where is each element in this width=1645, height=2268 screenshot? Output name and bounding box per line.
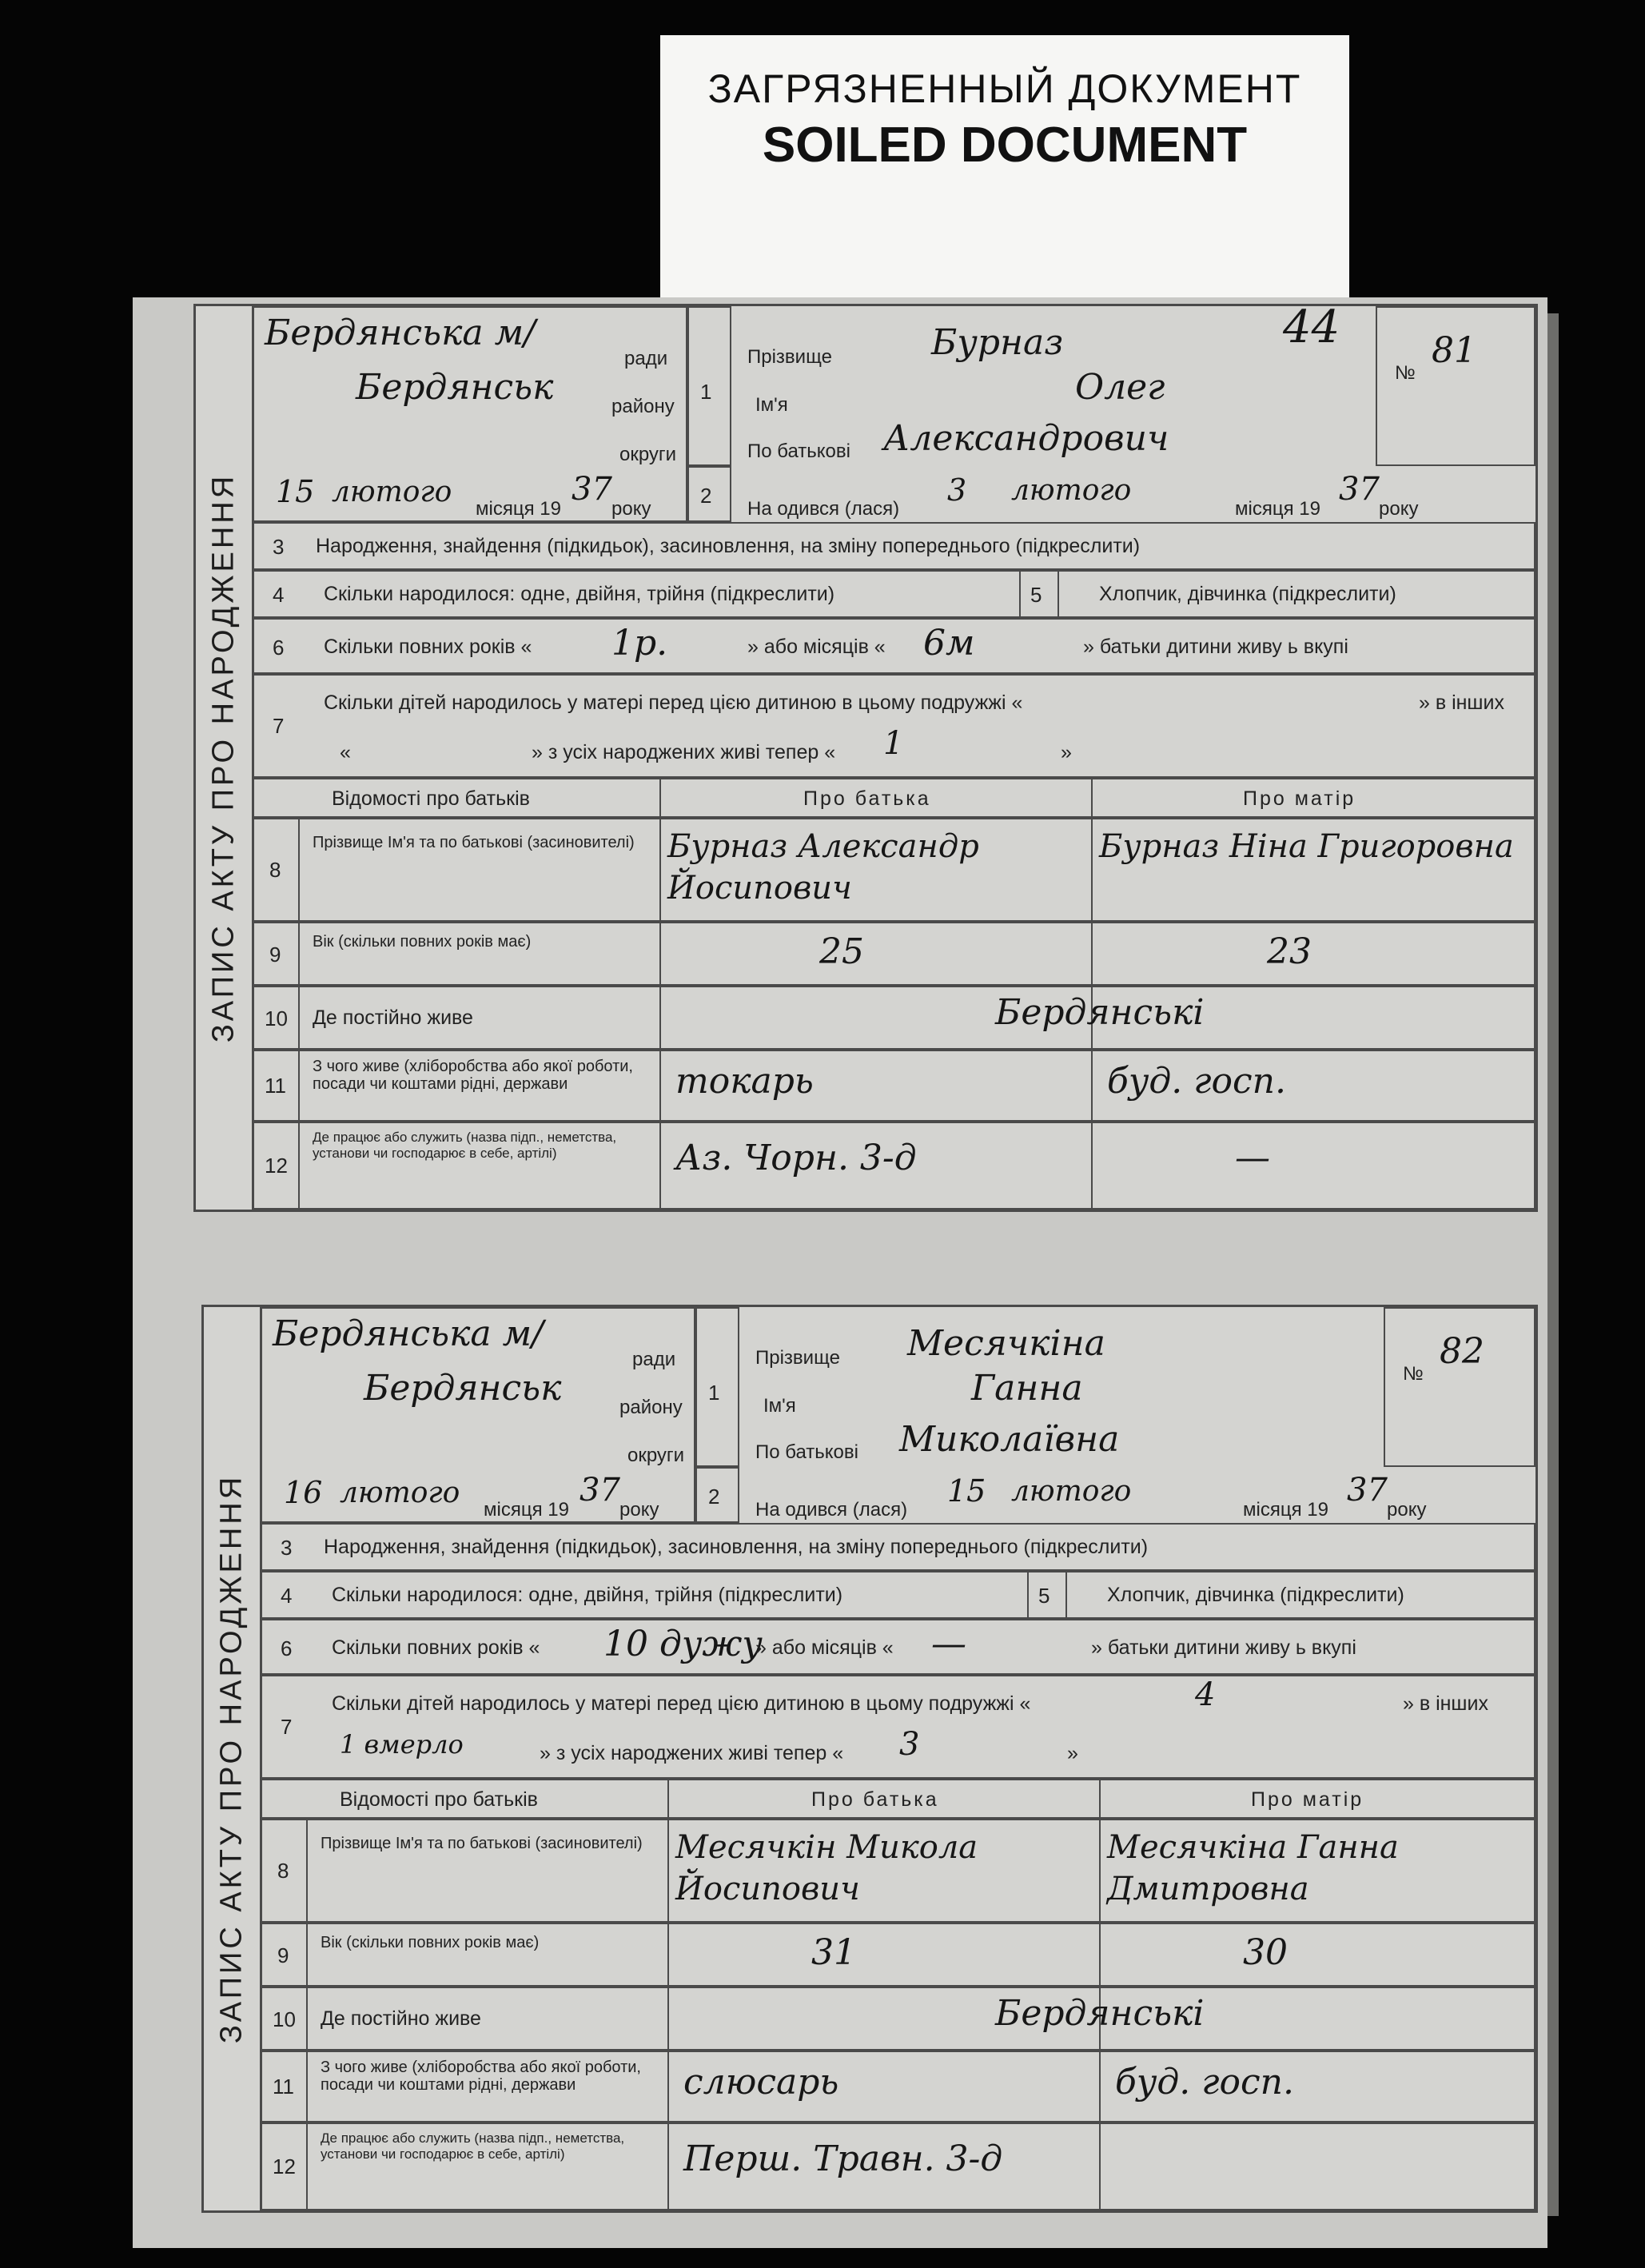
- sheet-edge: [1547, 313, 1559, 2216]
- reg-day: 15: [276, 474, 315, 509]
- soiled-document-stamp: [660, 35, 1349, 299]
- reg-year-label: року: [619, 1499, 659, 1521]
- side-title-text: ЗАПИС АКТУ ПРО НАРОДЖЕННЯ: [206, 472, 241, 1043]
- stamp-text-en: SOILED DOCUMENT: [762, 118, 1248, 173]
- row-1-num: 1: [687, 306, 731, 466]
- record-no-label: №: [1403, 1363, 1424, 1385]
- record-side-title: [196, 306, 254, 1210]
- mother-occupation: буд. госп.: [1115, 2062, 1294, 2103]
- father-occupation: токарь: [675, 1061, 814, 1102]
- mother-header: Про матір: [1251, 1788, 1364, 1811]
- mother-age: 30: [1243, 1932, 1288, 1973]
- birth-record-82: ЗАПИС АКТУ ПРО НАРОДЖЕННЯ Бердянська м/ ради Бердянськ району округи 16 лютого місяця 19 37 року 1 2 Прізвище Месячкіна Ім'я Ганна По батькові Миколаївна № 82 На одився (лася) 15 лютого місяця 19 37 року 3 Народження, знайдення (підкидьок), засиновлення, на зміну попереднього (підкреслити) 4 Скільки народилося: одне, двійня, трійня (підкреслити) 5 Хлопчик, дівчинка (підкреслити) 6 Скільки повних років « 10 дужу » або місяців « — » батьки дитини живу ь вкупі 7 Скільки дітей народилось у матері перед цією дитиною в цьому подружжі « 4 » в інших 1 вмерло » з усіх народжених живі тепер « 3 » Відомості про батьків Про батька Про матір 8 Прізвище Ім'я та по батькові (засиновителі) Месячкін Микола Йосипович Месячкіна Ганна Дмитровна 9 Вік (скільки повних років має) 31 30 10 Де постійно живе Бердянські 11 З чого живе (хліборобства або якої роботи, посади чи коштами рідні, держави слюсарь буд. госп. 12 Де працює або служить (назва підп., неметства, установи чи господарює в себе, артілі) Перш. Травн. 3-д: [201, 1305, 1538, 2213]
- row-9: [252, 922, 1535, 986]
- record-number: 81: [1432, 330, 1476, 371]
- birth-label: На одився (лася): [755, 1499, 908, 1521]
- reg-year-label: року: [611, 498, 651, 520]
- father-name: Месячкін Микола Йосипович: [675, 1829, 978, 1907]
- child-name: Олег: [1075, 367, 1165, 408]
- children-alive: 1: [883, 725, 904, 762]
- reg-day: 16: [284, 1475, 323, 1510]
- birth-month-label: місяця 19: [1235, 498, 1320, 520]
- mother-header: Про матір: [1243, 787, 1356, 810]
- row-6-text-a: Скільки повних років «: [332, 1636, 540, 1659]
- rayonu-handwritten: Бердянськ: [356, 367, 554, 408]
- row-6-text-c: » батьки дитини живу ь вкупі: [1083, 636, 1348, 658]
- side-title-text: ЗАПИС АКТУ ПРО НАРОДЖЕННЯ: [214, 1473, 249, 2044]
- row-5-num: 5: [1019, 570, 1059, 618]
- row-3-text: Народження, знайдення (підкидьок), засиновлення, на зміну попереднього (підкреслити): [324, 1536, 1149, 1558]
- father-header: Про батька: [803, 787, 931, 810]
- surname-label: Прізвище: [755, 1347, 840, 1369]
- rayonu-label: району: [619, 1397, 683, 1418]
- patronymic-label: По батькові: [755, 1441, 858, 1463]
- months-together: 6м: [923, 623, 975, 664]
- rada-handwritten: Бердянська м/: [265, 313, 536, 353]
- row-6-text-b: » або місяців «: [747, 636, 886, 658]
- birth-month: лютого: [1011, 1475, 1132, 1508]
- birth-year-label: року: [1387, 1499, 1427, 1521]
- row-9-text: Вік (скільки повних років має): [313, 933, 532, 951]
- parents-header: Відомості про батьків: [332, 787, 530, 810]
- father-work: Аз. Чорн. 3-д: [675, 1138, 917, 1178]
- mother-name: Бурназ Ніна Григоровна: [1099, 828, 1514, 865]
- rayonu-label: району: [611, 396, 675, 417]
- row-7-text-c: «: [340, 741, 351, 763]
- row-6-text-a: Скільки повних років «: [324, 636, 532, 658]
- row-7-text-d: » з усіх народжених живі тепер «: [532, 741, 836, 763]
- rayonu-handwritten: Бердянськ: [364, 1368, 562, 1409]
- row-7-text-d: » з усіх народжених живі тепер «: [540, 1742, 844, 1764]
- father-header: Про батька: [811, 1788, 939, 1811]
- name-label: Ім'я: [755, 394, 788, 416]
- row-4-text: Скільки народилося: одне, двійня, трійня (підкреслити): [324, 583, 835, 605]
- row-7-text-e: »: [1067, 1742, 1078, 1764]
- row-10-text: Де постійно живе: [313, 1006, 473, 1029]
- row-5-num: 5: [1027, 1571, 1067, 1619]
- mother-age: 23: [1267, 931, 1312, 972]
- row-7-text-b: » в інших: [1419, 692, 1504, 714]
- row-6-text-c: » батьки дитини живу ь вкупі: [1091, 1636, 1356, 1659]
- row-8-text: Прізвище Ім'я та по батькові (засиновителі): [321, 1835, 643, 1852]
- father-age: 25: [819, 931, 864, 972]
- row-11-text: З чого живе (хліборобства або якої роботи, посади чи коштами рідні, держави: [321, 2059, 641, 2094]
- row-2-num: 2: [695, 1467, 739, 1523]
- surname-label: Прізвище: [747, 346, 832, 368]
- row-2-num: 2: [687, 466, 731, 522]
- record-side-title: [204, 1307, 262, 2210]
- birth-month-label: місяця 19: [1243, 1499, 1328, 1521]
- reg-month: лютого: [332, 476, 452, 508]
- row-7-text-b: » в інших: [1403, 1692, 1488, 1715]
- rada-handwritten: Бердянська м/: [273, 1313, 544, 1354]
- register-sheet: [133, 297, 1547, 2248]
- rada-label: ради: [632, 1349, 676, 1370]
- children-other: 1 вмерло: [340, 1729, 464, 1760]
- mother-name: Месячкіна Ганна Дмитровна: [1107, 1829, 1399, 1907]
- father-age: 31: [811, 1932, 856, 1973]
- row-5-text: Хлопчик, дівчинка (підкреслити): [1099, 583, 1396, 605]
- patronymic-label: По батькові: [747, 440, 850, 462]
- stamp-text-ru: ЗАГРЯЗНЕННЫЙ ДОКУМЕНТ: [707, 66, 1302, 111]
- child-surname: Месячкіна: [907, 1323, 1105, 1364]
- father-work: Перш. Травн. 3-д: [683, 2138, 1003, 2179]
- name-label: Ім'я: [763, 1395, 796, 1417]
- children-alive: 3: [899, 1726, 920, 1763]
- row-12-text: Де працює або служить (назва підп., неметства, установи чи господарює в себе, артілі): [321, 2130, 625, 2162]
- rada-label: ради: [624, 348, 668, 369]
- father-occupation: слюсарь: [683, 2062, 839, 2103]
- row-7: [260, 1675, 1535, 1779]
- parents-header: Відомості про батьків: [340, 1788, 538, 1811]
- residence: Бердянські: [995, 992, 1205, 1033]
- row-1-num: 1: [695, 1307, 739, 1467]
- row-7-text-a: Скільки дітей народилось у матері перед цією дитиною в цьому подружжі «: [324, 692, 1023, 714]
- row-10-text: Де постійно живе: [321, 2007, 481, 2030]
- reg-year: 37: [572, 471, 612, 508]
- record-no-label: №: [1395, 362, 1416, 384]
- row-12-text: Де працює або служить (назва підп., неметства, установи чи господарює в себе, артілі): [313, 1130, 617, 1161]
- reg-month-label: місяця 19: [484, 1499, 569, 1521]
- row-4-text: Скільки народилося: одне, двійня, трійня (підкреслити): [332, 1584, 843, 1606]
- col-divider-1: [667, 1779, 669, 2210]
- birth-day: 3: [947, 472, 967, 508]
- row-7-text-a: Скільки дітей народилось у матері перед цією дитиною в цьому подружжі «: [332, 1692, 1031, 1715]
- years-together: 1р.: [611, 623, 668, 664]
- children-before: 4: [1195, 1676, 1216, 1713]
- residence: Бердянські: [995, 1993, 1205, 2034]
- row-11-text: З чого живе (хліборобства або якої роботи, посади чи коштами рідні, держави: [313, 1058, 633, 1093]
- okrugy-label: округи: [619, 444, 677, 465]
- birth-label: На одився (лася): [747, 498, 900, 520]
- child-surname: Бурназ: [931, 322, 1064, 363]
- col-divider-1: [659, 778, 661, 1210]
- birth-year: 37: [1347, 1472, 1388, 1509]
- mother-work: —: [1235, 1138, 1270, 1178]
- father-name: Бурназ Александр Йосипович: [667, 828, 979, 907]
- birth-year: 37: [1339, 471, 1380, 508]
- row-3-text: Народження, знайдення (підкидьок), засиновлення, на зміну попереднього (підкреслити): [316, 535, 1141, 557]
- okrugy-label: округи: [627, 1445, 685, 1466]
- birth-day: 15: [947, 1473, 986, 1509]
- birth-year-label: року: [1379, 498, 1419, 520]
- birth-month: лютого: [1011, 474, 1132, 507]
- record-number: 82: [1440, 1331, 1484, 1372]
- reg-month-label: місяця 19: [476, 498, 561, 520]
- months-together: —: [931, 1624, 966, 1664]
- row-8-text: Прізвище Ім'я та по батькові (засиновителі): [313, 834, 635, 851]
- row-6-text-b: » або місяців «: [755, 1636, 894, 1659]
- years-together: 10 дужу: [603, 1624, 763, 1664]
- row-9: [260, 1923, 1535, 1987]
- reg-year: 37: [580, 1472, 620, 1509]
- birth-record-81: ЗАПИС АКТУ ПРО НАРОДЖЕННЯ Бердянська м/ ради Бердянськ району округи 15 лютого місяця 19 37 року 1 2 Прізвище Бурназ Ім'я Олег По батькові Александрович 44 № 81 На одився (лася) 3 лютого місяця 19 37 року 3 Народження, знайдення (підкидьок), засиновлення, на зміну попереднього (підкреслити) 4 Скільки народилося: одне, двійня, трійня (підкреслити) 5 Хлопчик, дівчинка (підкреслити) 6 Скільки повних років « 1р. » або місяців « 6м » батьки дитини живу ь вкупі 7 Скільки дітей народилось у матері перед цією дитиною в цьому подружжі « » в інших « » з усіх народжених живі тепер « 1 » Відомості про батьків Про батька Про матір 8 Прізвище Ім'я та по батькові (засиновителі) Бурназ Александр Йосипович Бурназ Ніна Григоровна 9 Вік (скільки повних років має) 25 23 10 Де постійно живе Бердянські 11 З чого живе (хліборобства або якої роботи, посади чи коштами рідні, держави токарь буд. госп. 12 Де працює або служить (назва підп., неметства, установи чи господарює в себе, артілі) Аз. Чорн. 3-д —: [193, 304, 1538, 1212]
- mother-occupation: буд. госп.: [1107, 1061, 1286, 1102]
- reg-month: лютого: [340, 1477, 460, 1509]
- row-5-text: Хлопчик, дівчинка (підкреслити): [1107, 1584, 1404, 1606]
- row-7-text-e: »: [1061, 741, 1072, 763]
- child-name: Ганна: [971, 1368, 1083, 1409]
- child-patronymic: Александрович: [883, 418, 1169, 459]
- margin-number: 44: [1283, 301, 1340, 353]
- row-9-text: Вік (скільки повних років має): [321, 1934, 540, 1951]
- child-patronymic: Миколаївна: [899, 1419, 1120, 1460]
